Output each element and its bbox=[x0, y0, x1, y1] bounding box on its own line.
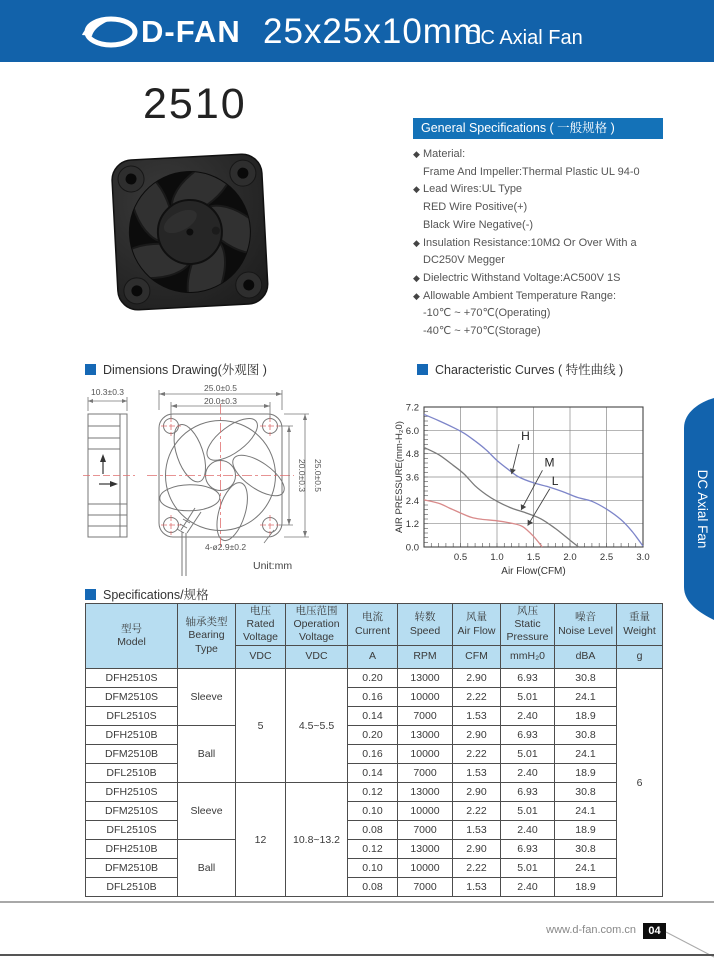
noise-cell: 30.8 bbox=[555, 840, 617, 859]
model-cell: DFH2510S bbox=[86, 783, 178, 802]
column-header: 转数 Speed bbox=[398, 604, 453, 646]
static-pressure-cell: 6.93 bbox=[501, 840, 555, 859]
diamond-bullet-icon: ◆ bbox=[413, 184, 420, 195]
table-row bbox=[86, 802, 663, 821]
unit-note: Unit:mm bbox=[253, 560, 293, 572]
weight-cell: 6 bbox=[617, 669, 663, 897]
dim-frame-height: 25.0±0.5 bbox=[313, 458, 323, 493]
static-pressure-cell: 5.01 bbox=[501, 802, 555, 821]
chart-grid bbox=[424, 407, 643, 547]
speed-cell: 13000 bbox=[398, 726, 453, 745]
rated-voltage-cell: 5 bbox=[236, 669, 286, 783]
spec-line bbox=[413, 288, 703, 306]
spec-line bbox=[413, 217, 703, 235]
noise-cell: 18.9 bbox=[555, 707, 617, 726]
airflow-cell: 2.90 bbox=[453, 669, 501, 688]
current-cell: 0.14 bbox=[348, 764, 398, 783]
model-cell: DFM2510S bbox=[86, 802, 178, 821]
speed-cell: 10000 bbox=[398, 859, 453, 878]
airflow-cell: 2.22 bbox=[453, 745, 501, 764]
column-header: 轴承类型 Bearing Type bbox=[178, 604, 236, 669]
static-pressure-cell: 6.93 bbox=[501, 669, 555, 688]
spec-line-text: Black Wire Negative(-) bbox=[423, 218, 534, 231]
spec-line-text: Frame And Impeller:Thermal Plastic UL 94-0 bbox=[423, 165, 640, 178]
unit-header: mmH₂0 bbox=[501, 646, 555, 669]
airflow-cell: 2.90 bbox=[453, 783, 501, 802]
model-cell: DFL2510B bbox=[86, 878, 178, 897]
column-header: 电流 Current bbox=[348, 604, 398, 646]
annotation-leader-line bbox=[528, 489, 550, 526]
rated-voltage-cell: 12 bbox=[236, 783, 286, 897]
model-cell: DFL2510S bbox=[86, 707, 178, 726]
series-label-M: M bbox=[544, 455, 555, 470]
series-label-H: H bbox=[521, 429, 530, 444]
svg-text:0.5: 0.5 bbox=[453, 552, 468, 563]
spec-line bbox=[413, 164, 703, 182]
model-cell: DFM2510S bbox=[86, 688, 178, 707]
unit-header: RPM bbox=[398, 646, 453, 669]
characteristic-curves-chart bbox=[393, 392, 661, 576]
speed-cell: 10000 bbox=[398, 688, 453, 707]
series-label-L: L bbox=[551, 473, 559, 488]
column-header: 风压 Static Pressure bbox=[501, 604, 555, 646]
static-pressure-cell: 6.93 bbox=[501, 783, 555, 802]
specifications-table bbox=[85, 603, 663, 897]
section-marker-icon bbox=[85, 589, 96, 600]
noise-cell: 30.8 bbox=[555, 669, 617, 688]
noise-cell: 24.1 bbox=[555, 688, 617, 707]
column-header: 电压 Rated Voltage bbox=[236, 604, 286, 646]
dc-axial-fan-side-tab bbox=[670, 388, 714, 636]
spec-line bbox=[413, 252, 703, 270]
dim-hole-pitch-h: 20.0±0.3 bbox=[203, 396, 238, 406]
airflow-cell: 1.53 bbox=[453, 878, 501, 897]
unit-header: dBA bbox=[555, 646, 617, 669]
diamond-bullet-icon bbox=[413, 252, 423, 270]
chart-minor-ticks bbox=[424, 412, 636, 547]
spec-line-text: DC250V Megger bbox=[423, 254, 505, 267]
current-cell: 0.12 bbox=[348, 840, 398, 859]
table-row bbox=[86, 669, 663, 688]
table-row bbox=[86, 707, 663, 726]
unit-header: VDC bbox=[286, 646, 348, 669]
airflow-cell: 1.53 bbox=[453, 821, 501, 840]
specifications-section-header bbox=[85, 585, 209, 603]
table-row bbox=[86, 840, 663, 859]
table-row bbox=[86, 859, 663, 878]
static-pressure-cell: 2.40 bbox=[501, 821, 555, 840]
current-cell: 0.08 bbox=[348, 821, 398, 840]
speed-cell: 13000 bbox=[398, 840, 453, 859]
operation-voltage-cell: 10.8~13.2 bbox=[286, 783, 348, 897]
spec-line bbox=[413, 235, 703, 253]
noise-cell: 30.8 bbox=[555, 726, 617, 745]
column-header: 型号 Model bbox=[86, 604, 178, 669]
spec-line-text: RED Wire Positive(+) bbox=[423, 201, 528, 214]
svg-text:1.0: 1.0 bbox=[490, 552, 504, 563]
table-row bbox=[86, 745, 663, 764]
spec-line-text: Insulation Resistance:10MΩ Or Over With a bbox=[423, 236, 637, 249]
noise-cell: 24.1 bbox=[555, 859, 617, 878]
page-title: 25x25x10mm bbox=[263, 12, 484, 51]
curves-section-header bbox=[417, 360, 623, 378]
diamond-bullet-icon: ◆ bbox=[413, 237, 420, 248]
section-marker-icon bbox=[417, 364, 428, 375]
spec-line bbox=[413, 181, 703, 199]
spec-line-text: Material: bbox=[423, 148, 466, 160]
bearing-cell: Ball bbox=[178, 840, 236, 897]
spec-line-text: -10℃ ~ +70℃(Operating) bbox=[423, 307, 551, 320]
unit-header: A bbox=[348, 646, 398, 669]
column-header: 电压范围 Operation Voltage bbox=[286, 604, 348, 646]
current-cell: 0.20 bbox=[348, 669, 398, 688]
bearing-cell: Ball bbox=[178, 726, 236, 783]
chart-tick-labels bbox=[406, 403, 650, 564]
diamond-bullet-icon: ◆ bbox=[413, 272, 420, 283]
speed-cell: 7000 bbox=[398, 707, 453, 726]
spec-line bbox=[413, 305, 703, 323]
speed-cell: 10000 bbox=[398, 802, 453, 821]
speed-cell: 10000 bbox=[398, 745, 453, 764]
spec-line-text: Allowable Ambient Temperature Range: bbox=[423, 289, 617, 302]
airflow-cell: 2.90 bbox=[453, 840, 501, 859]
current-cell: 0.10 bbox=[348, 802, 398, 821]
diamond-bullet-icon bbox=[413, 217, 423, 235]
spec-line-text: Dielectric Withstand Voltage:AC500V 1S bbox=[423, 271, 621, 284]
section-title: Specifications/规格 bbox=[103, 588, 209, 602]
current-cell: 0.14 bbox=[348, 707, 398, 726]
current-cell: 0.10 bbox=[348, 859, 398, 878]
noise-cell: 24.1 bbox=[555, 745, 617, 764]
column-header: 风量 Air Flow bbox=[453, 604, 501, 646]
noise-cell: 18.9 bbox=[555, 764, 617, 783]
noise-cell: 30.8 bbox=[555, 783, 617, 802]
svg-text:2.4: 2.4 bbox=[405, 495, 419, 507]
unit-header: CFM bbox=[453, 646, 501, 669]
section-marker-icon bbox=[85, 364, 96, 375]
svg-text:4.8: 4.8 bbox=[405, 449, 419, 461]
static-pressure-cell: 5.01 bbox=[501, 859, 555, 878]
svg-text:1.2: 1.2 bbox=[405, 519, 419, 531]
dimensions-drawing bbox=[83, 380, 403, 585]
svg-text:6.0: 6.0 bbox=[405, 425, 419, 437]
noise-cell: 24.1 bbox=[555, 802, 617, 821]
spec-line bbox=[413, 199, 703, 217]
airflow-cell: 2.90 bbox=[453, 726, 501, 745]
svg-text:2.5: 2.5 bbox=[599, 552, 614, 563]
x-axis-label: Air Flow(CFM) bbox=[501, 566, 566, 576]
current-cell: 0.08 bbox=[348, 878, 398, 897]
static-pressure-cell: 2.40 bbox=[501, 707, 555, 726]
model-cell: DFL2510B bbox=[86, 764, 178, 783]
section-title: Characteristic Curves ( 特性曲线 ) bbox=[435, 363, 624, 377]
current-cell: 0.12 bbox=[348, 783, 398, 802]
bearing-cell: Sleeve bbox=[178, 669, 236, 726]
table-row bbox=[86, 688, 663, 707]
static-pressure-cell: 2.40 bbox=[501, 878, 555, 897]
fan-product-photo bbox=[103, 148, 278, 320]
svg-text:2.0: 2.0 bbox=[563, 552, 577, 563]
diamond-bullet-icon bbox=[413, 199, 423, 217]
speed-cell: 7000 bbox=[398, 821, 453, 840]
airflow-cell: 2.22 bbox=[453, 859, 501, 878]
table-row bbox=[86, 878, 663, 897]
airflow-cell: 1.53 bbox=[453, 707, 501, 726]
diamond-bullet-icon bbox=[413, 305, 423, 323]
diamond-bullet-icon: ◆ bbox=[413, 149, 420, 159]
dimensions-section-header bbox=[85, 360, 267, 378]
model-cell: DFM2510B bbox=[86, 745, 178, 764]
operation-voltage-cell: 4.5~5.5 bbox=[286, 669, 348, 783]
svg-text:0.0: 0.0 bbox=[405, 542, 419, 554]
model-number: 2510 bbox=[143, 80, 247, 128]
top-banner bbox=[0, 0, 714, 62]
general-specs-title: General Specifications ( 一般规格 ) bbox=[413, 118, 663, 139]
product-type-label: DC Axial Fan bbox=[466, 27, 583, 49]
airflow-cell: 1.53 bbox=[453, 764, 501, 783]
bearing-cell: Sleeve bbox=[178, 783, 236, 840]
current-cell: 0.16 bbox=[348, 688, 398, 707]
speed-cell: 13000 bbox=[398, 669, 453, 688]
column-header: 噪音 Noise Level bbox=[555, 604, 617, 646]
page-number-badge: 04 bbox=[643, 923, 666, 939]
svg-text:3.0: 3.0 bbox=[636, 552, 650, 563]
general-specs-list bbox=[413, 146, 703, 341]
dfan-logo-icon bbox=[80, 12, 138, 50]
footer-divider bbox=[0, 901, 714, 903]
noise-cell: 18.9 bbox=[555, 878, 617, 897]
curve-M bbox=[424, 447, 579, 547]
model-cell: DFL2510S bbox=[86, 821, 178, 840]
spec-line-text: -40℃ ~ +70℃(Storage) bbox=[423, 325, 541, 338]
section-title: Dimensions Drawing(外观图 ) bbox=[103, 363, 267, 377]
spec-line-text: Lead Wires:UL Type bbox=[423, 183, 523, 196]
side-tab-label: DC Axial Fan bbox=[695, 469, 710, 549]
table-row bbox=[86, 821, 663, 840]
table-row bbox=[86, 726, 663, 745]
static-pressure-cell: 5.01 bbox=[501, 745, 555, 764]
dim-hole-pitch-v: 20.0±0.3 bbox=[297, 458, 307, 493]
static-pressure-cell: 5.01 bbox=[501, 688, 555, 707]
spec-line bbox=[413, 146, 703, 164]
noise-cell: 18.9 bbox=[555, 821, 617, 840]
svg-text:3.6: 3.6 bbox=[405, 472, 419, 484]
dim-side-depth: 10.3±0.3 bbox=[90, 387, 125, 397]
svg-text:1.5: 1.5 bbox=[526, 552, 541, 563]
static-pressure-cell: 6.93 bbox=[501, 726, 555, 745]
unit-header: VDC bbox=[236, 646, 286, 669]
brand-text: D-FAN bbox=[141, 14, 241, 49]
dim-frame-width: 25.0±0.5 bbox=[203, 383, 238, 393]
model-cell: DFH2510S bbox=[86, 669, 178, 688]
speed-cell: 7000 bbox=[398, 878, 453, 897]
model-cell: DFH2510B bbox=[86, 726, 178, 745]
speed-cell: 7000 bbox=[398, 764, 453, 783]
spec-line bbox=[413, 323, 703, 341]
current-cell: 0.16 bbox=[348, 745, 398, 764]
page-bottom-rule bbox=[0, 954, 714, 956]
dim-mounting-holes: 4-ø2.9±0.2 bbox=[205, 542, 247, 552]
airflow-cell: 2.22 bbox=[453, 802, 501, 821]
diamond-bullet-icon bbox=[413, 323, 423, 341]
website-link[interactable]: www.d-fan.com.cn bbox=[546, 924, 636, 936]
annotation-leader-line bbox=[521, 470, 542, 510]
model-cell: DFH2510B bbox=[86, 840, 178, 859]
current-cell: 0.20 bbox=[348, 726, 398, 745]
y-axis-label: AIR PRESSURE(mm-H₂0) bbox=[394, 421, 405, 533]
table-row bbox=[86, 764, 663, 783]
static-pressure-cell: 2.40 bbox=[501, 764, 555, 783]
unit-header: g bbox=[617, 646, 663, 669]
model-cell: DFM2510B bbox=[86, 859, 178, 878]
speed-cell: 13000 bbox=[398, 783, 453, 802]
diamond-bullet-icon: ◆ bbox=[413, 290, 420, 301]
airflow-cell: 2.22 bbox=[453, 688, 501, 707]
diamond-bullet-icon bbox=[413, 164, 423, 182]
table-row bbox=[86, 783, 663, 802]
column-header: 重量 Weight bbox=[617, 604, 663, 646]
svg-text:7.2: 7.2 bbox=[405, 402, 419, 414]
spec-line bbox=[413, 270, 703, 288]
